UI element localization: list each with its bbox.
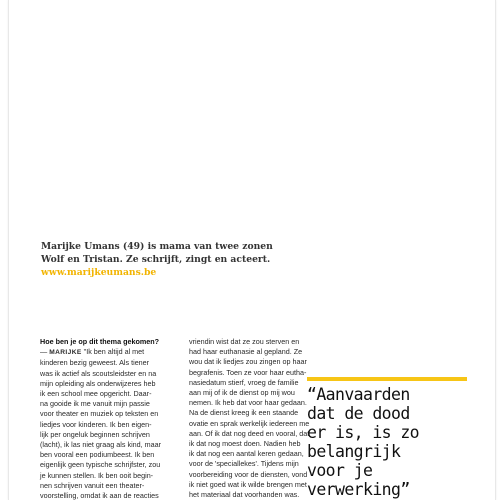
- body-line: mijn opleiding als onderwijzeres heb: [40, 378, 156, 388]
- body-line: nen schrijven vanuit een theater-: [40, 480, 145, 490]
- quote-line: er is, is zo: [307, 423, 420, 442]
- quote-line: “Aanvaarden: [307, 385, 410, 404]
- interview-question: Hoe ben je op dit thema gekomen?: [40, 337, 160, 346]
- body-line: ik dat nog een aantal keren gedaan,: [189, 449, 304, 459]
- answer-first-line: — MARIJKE "Ik ben altijd al met: [40, 347, 145, 357]
- body-line: (lacht), ik las niet graag als kind, maar: [40, 440, 162, 450]
- body-line: ik een school mee opgericht. Daar-: [40, 389, 152, 399]
- quote-line: voor je: [307, 461, 373, 480]
- body-line: nasiedatum stierf, vroeg de familie: [189, 377, 299, 387]
- body-line: voor de 'speciallekes'. Tijdens mijn: [189, 459, 299, 469]
- quote-accent-bar: [307, 377, 467, 381]
- body-line: had haar euthanasie al gepland. Ze: [189, 347, 303, 357]
- body-line: vriendin wist dat ze zou sterven en: [189, 337, 300, 346]
- quote-line: dat de dood: [307, 404, 410, 423]
- body-line: aan mij of ik de dienst op mij wou: [189, 388, 295, 398]
- body-line: je kunnen stellen. Ik ben ooit begin-: [40, 470, 154, 480]
- body-line: liedjes voor kinderen. Ik ben eigen-: [40, 419, 152, 429]
- body-line: wou dat ik liedjes zou zingen op haar: [189, 357, 307, 367]
- body-line: eigenlijk geen typische schrijfster, zou: [40, 460, 161, 470]
- body-line: lijk per ongeluk beginnen schrijven: [40, 429, 150, 439]
- pull-quote: [307, 385, 496, 499]
- body-line: kinderen bezig geweest. Als tiener: [40, 358, 150, 368]
- body-line: was ik actief als scoutsleidster en na: [40, 368, 157, 378]
- caption-line: Wolf en Tristan. Ze schrijft, zingt en acteert.: [41, 254, 271, 265]
- body-line: ik niet goed wat ik wilde brengen met: [189, 479, 307, 489]
- body-line: "Ik ben altijd al met: [83, 347, 145, 357]
- body-line: voorbereiding voor de diensten, vond: [189, 469, 308, 479]
- speaker-name: MARIJKE: [49, 349, 82, 357]
- article-column-1: [40, 337, 180, 500]
- caption-line: Marijke Umans (49) is mama van twee zonen: [41, 241, 273, 252]
- website-link[interactable]: www.marijkeumans.be: [41, 267, 157, 278]
- body-line: aan. Of ik dat nog deed en vooral, dat: [189, 428, 310, 438]
- body-line: ben vooral een podiumbeest. Ik ben: [40, 450, 155, 460]
- quote-line: verwerking”: [307, 480, 410, 499]
- body-line: het materiaal dat voorhanden was.: [189, 490, 300, 500]
- quote-line: belangrijk: [307, 442, 401, 461]
- photo-caption: [41, 240, 341, 279]
- body-line: na gooide ik me vanuit mijn passie: [40, 399, 150, 409]
- body-line: voorstelling, omdat ik aan de reacties: [40, 491, 159, 500]
- magazine-page: [8, 0, 496, 500]
- body-line: voor theater en muziek op teksten en: [40, 409, 159, 419]
- body-line: begrafenis. Toen ze voor haar eutha-: [189, 367, 307, 377]
- body-line: nemen. Ik heb dat voor haar gedaan.: [189, 398, 307, 408]
- body-line: ik dat nog moest doen. Nadien heb: [189, 439, 301, 449]
- body-line: Na de dienst kreeg ik een staande: [189, 408, 299, 418]
- body-line: ovatie en sprak werkelijk iedereen me: [189, 418, 310, 428]
